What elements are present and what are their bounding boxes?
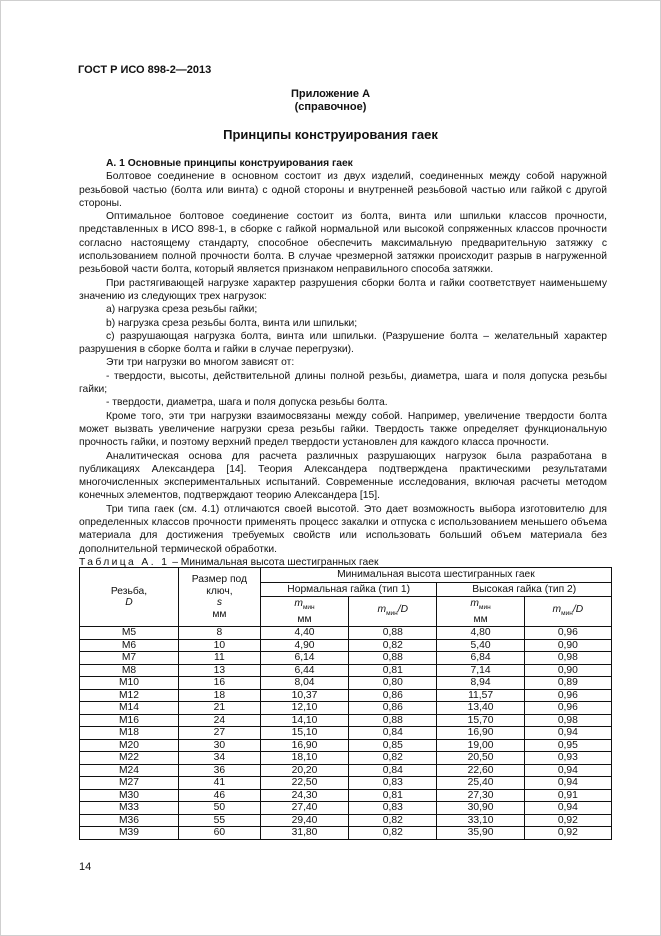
main-title: Принципы конструирования гаек xyxy=(223,127,438,142)
cell-ratio-high: 0,94 xyxy=(524,802,611,815)
cell-key-size: 55 xyxy=(178,814,260,827)
header-key-unit: мм xyxy=(212,608,227,620)
cell-ratio-normal: 0,83 xyxy=(349,777,437,790)
cell-ratio-high: 0,95 xyxy=(524,739,611,752)
cell-m-normal: 6,14 xyxy=(260,652,348,665)
cell-m-high: 19,00 xyxy=(437,739,524,752)
m-subscript: мин xyxy=(479,604,491,612)
cell-m-high: 8,94 xyxy=(437,677,524,690)
cell-key-size: 60 xyxy=(178,827,260,840)
m-symbol: m xyxy=(470,598,479,609)
cell-ratio-high: 0,96 xyxy=(524,627,611,640)
cell-m-normal: 29,40 xyxy=(260,814,348,827)
header-thread-label: Резьба, xyxy=(110,585,148,597)
cell-m-normal: 6,44 xyxy=(260,664,348,677)
cell-ratio-normal: 0,85 xyxy=(349,739,437,752)
cell-key-size: 10 xyxy=(178,639,260,652)
cell-m-normal: 27,40 xyxy=(260,802,348,815)
cell-ratio-normal: 0,80 xyxy=(349,677,437,690)
cell-m-normal: 4,90 xyxy=(260,639,348,652)
cell-m-normal: 18,10 xyxy=(260,752,348,765)
cell-key-size: 24 xyxy=(178,714,260,727)
table-row xyxy=(80,702,612,715)
cell-ratio-high: 0,96 xyxy=(524,689,611,702)
cell-ratio-high: 0,96 xyxy=(524,702,611,715)
document-code: ГОСТ Р ИСО 898-2—2013 xyxy=(78,64,212,76)
cell-key-size: 50 xyxy=(178,802,260,815)
cell-key-size: 34 xyxy=(178,752,260,765)
cell-m-normal: 4,40 xyxy=(260,627,348,640)
appendix-subtitle: (справочное) xyxy=(294,101,367,113)
cell-m-high: 35,90 xyxy=(437,827,524,840)
cell-ratio-high: 0,91 xyxy=(524,789,611,802)
table-row xyxy=(80,689,612,702)
header-key-symbol: s xyxy=(216,597,222,609)
cell-m-normal: 14,10 xyxy=(260,714,348,727)
cell-key-size: 13 xyxy=(178,664,260,677)
cell-thread: М18 xyxy=(80,727,179,740)
cell-m-high: 11,57 xyxy=(437,689,524,702)
appendix-title: Приложение А xyxy=(290,88,371,100)
cell-m-high: 30,90 xyxy=(437,802,524,815)
cell-thread: М5 xyxy=(80,627,179,640)
cell-ratio-normal: 0,88 xyxy=(349,714,437,727)
cell-m-high: 4,80 xyxy=(437,627,524,640)
table-row xyxy=(80,652,612,665)
cell-key-size: 8 xyxy=(178,627,260,640)
cell-ratio-high: 0,89 xyxy=(524,677,611,690)
cell-ratio-normal: 0,86 xyxy=(349,702,437,715)
m-symbol: m xyxy=(294,598,303,609)
cell-thread: М12 xyxy=(80,689,179,702)
cell-thread: М30 xyxy=(80,789,179,802)
cell-ratio-normal: 0,82 xyxy=(349,639,437,652)
cell-thread: М20 xyxy=(80,739,179,752)
cell-ratio-high: 0,98 xyxy=(524,652,611,665)
cell-thread: М36 xyxy=(80,814,179,827)
list-item: c) разрушающая нагрузка болта, винта или шпильки. (Разрушение болта – желательный характер разрушения в сборке болта и гайки в случае перегрузки). xyxy=(79,330,607,356)
cell-thread: М33 xyxy=(80,802,179,815)
header-thread-symbol: D xyxy=(125,597,133,609)
cell-ratio-normal: 0,81 xyxy=(349,664,437,677)
table-row xyxy=(80,664,612,677)
cell-m-normal: 20,20 xyxy=(260,764,348,777)
cell-key-size: 41 xyxy=(178,777,260,790)
cell-m-high: 16,90 xyxy=(437,727,524,740)
cell-key-size: 16 xyxy=(178,677,260,690)
table-row xyxy=(80,639,612,652)
unit-mm: мм xyxy=(297,613,312,625)
nut-height-table xyxy=(79,567,612,840)
cell-m-high: 15,70 xyxy=(437,714,524,727)
cell-key-size: 46 xyxy=(178,789,260,802)
cell-m-normal: 22,50 xyxy=(260,777,348,790)
cell-m-high: 20,50 xyxy=(437,752,524,765)
ratio-suffix: /D xyxy=(397,603,409,615)
cell-key-size: 30 xyxy=(178,739,260,752)
table-caption-label: Таблица А. 1 xyxy=(79,556,170,568)
cell-thread: М14 xyxy=(80,702,179,715)
paragraph: Три типа гаек (см. 4.1) отличаются своей высотой. Это дает возможность выбора изготовителю для определенных классов прочности применять процесс закалки и отпуска с использованием меньшего объема материала для достижения требуемых свойств или использовать больший объем материала без дополнительной термической обработки. xyxy=(79,503,607,555)
header-min-height: Минимальная высота шестигранных гаек xyxy=(260,568,611,583)
cell-m-normal: 12,10 xyxy=(260,702,348,715)
cell-m-normal: 24,30 xyxy=(260,789,348,802)
table-row xyxy=(80,752,612,765)
cell-key-size: 18 xyxy=(178,689,260,702)
table-row xyxy=(80,814,612,827)
ratio-suffix: /D xyxy=(572,603,584,615)
paragraph: Оптимальное болтовое соединение состоит из болта, винта или шпильки классов прочности, представленных в ИСО 898-1, в сборке с гайкой нормальной или высокой сопряженных классов прочности согласно настоящему стандарту, способное обеспечить максимальную предварительную затяжку с использованием полной прочности болта. В случае чрезмерной затяжки происходит разрыв в нагруженной резьбовой части болта, который является признаком неправильного способа затяжки. xyxy=(79,211,607,276)
m-subscript: мин xyxy=(561,609,573,617)
cell-ratio-high: 0,98 xyxy=(524,714,611,727)
m-symbol: m xyxy=(377,603,387,615)
cell-ratio-normal: 0,84 xyxy=(349,727,437,740)
section-title: А. 1 Основные принципы конструирования гаек xyxy=(106,158,353,169)
cell-m-high: 5,40 xyxy=(437,639,524,652)
cell-ratio-normal: 0,88 xyxy=(349,652,437,665)
cell-key-size: 11 xyxy=(178,652,260,665)
m-subscript: мин xyxy=(386,609,398,617)
cell-ratio-normal: 0,84 xyxy=(349,764,437,777)
header-high-nut: Высокая гайка (тип 2) xyxy=(437,582,612,597)
cell-ratio-high: 0,90 xyxy=(524,639,611,652)
cell-ratio-normal: 0,88 xyxy=(349,627,437,640)
table-row xyxy=(80,789,612,802)
cell-m-normal: 31,80 xyxy=(260,827,348,840)
header-key-label: Размер под ключ, xyxy=(191,574,248,597)
cell-m-normal: 8,04 xyxy=(260,677,348,690)
cell-thread: М16 xyxy=(80,714,179,727)
cell-m-normal: 16,90 xyxy=(260,739,348,752)
cell-ratio-normal: 0,86 xyxy=(349,689,437,702)
table-row xyxy=(80,802,612,815)
cell-key-size: 27 xyxy=(178,727,260,740)
paragraph: Аналитическая основа для расчета различных разрушающих нагрузок была разработана в публикациях Александера [14]. Теория Александера подтверждена практическими результатами многочисленных экспериментальных испытаний. Современные исследования, включая расчеты методом конечных элементов, подтверждают теорию Александера [15]. xyxy=(79,450,607,502)
list-item: - твердости, высоты, действительной длины полной резьбы, диаметра, шага и поля допуска резьбы гайки; xyxy=(79,370,607,396)
paragraph: Кроме того, эти три нагрузки взаимосвязаны между собой. Например, увеличение твердости болта может вызвать увеличение нагрузки среза резьбы гайки. Твердость также определяет функциональную прочность гайки, и поэтому верхний предел твердости установлен для каждого класса прочности. xyxy=(79,410,607,449)
cell-key-size: 36 xyxy=(178,764,260,777)
cell-ratio-high: 0,90 xyxy=(524,664,611,677)
cell-thread: М7 xyxy=(80,652,179,665)
header-m-min-high xyxy=(437,597,524,627)
cell-key-size: 21 xyxy=(178,702,260,715)
paragraph: Болтовое соединение в основном состоит из двух изделий, соединенных между собой наружной резьбовой частью (болта или винта) с одной стороны и внутренней резьбовой частью или гайкой с другой стороны. xyxy=(79,171,607,209)
body-text xyxy=(79,157,607,569)
table-caption-text: – Минимальная высота шестигранных гаек xyxy=(169,556,379,568)
cell-ratio-high: 0,94 xyxy=(524,727,611,740)
cell-ratio-high: 0,92 xyxy=(524,814,611,827)
list-item: b) нагрузка среза резьбы болта, винта или шпильки; xyxy=(106,317,358,329)
table-body xyxy=(80,627,612,840)
cell-m-normal: 15,10 xyxy=(260,727,348,740)
cell-m-high: 6,84 xyxy=(437,652,524,665)
header-m-min-normal xyxy=(260,597,348,627)
cell-thread: М6 xyxy=(80,639,179,652)
cell-m-high: 13,40 xyxy=(437,702,524,715)
cell-ratio-normal: 0,82 xyxy=(349,814,437,827)
cell-m-high: 22,60 xyxy=(437,764,524,777)
table-row xyxy=(80,777,612,790)
cell-m-high: 27,30 xyxy=(437,789,524,802)
cell-ratio-normal: 0,82 xyxy=(349,752,437,765)
page-number: 14 xyxy=(79,861,92,873)
cell-thread: М39 xyxy=(80,827,179,840)
table-row xyxy=(80,764,612,777)
m-subscript: мин xyxy=(302,604,315,612)
cell-ratio-high: 0,92 xyxy=(524,827,611,840)
table-row xyxy=(80,627,612,640)
list-item: a) нагрузка среза резьбы гайки; xyxy=(106,304,258,316)
cell-ratio-high: 0,93 xyxy=(524,752,611,765)
cell-ratio-normal: 0,83 xyxy=(349,802,437,815)
cell-m-high: 7,14 xyxy=(437,664,524,677)
cell-m-high: 33,10 xyxy=(437,814,524,827)
unit-mm: мм xyxy=(473,613,488,625)
header-key-size xyxy=(178,568,260,627)
header-normal-nut: Нормальная гайка (тип 1) xyxy=(260,582,437,597)
cell-thread: М24 xyxy=(80,764,179,777)
cell-thread: М8 xyxy=(80,664,179,677)
header-ratio-high xyxy=(524,597,611,627)
cell-thread: М22 xyxy=(80,752,179,765)
cell-ratio-high: 0,94 xyxy=(524,777,611,790)
cell-thread: М10 xyxy=(80,677,179,690)
cell-m-normal: 10,37 xyxy=(260,689,348,702)
list-item: - твердости, диаметра, шага и поля допуска резьбы болта. xyxy=(106,397,388,409)
header-ratio-normal xyxy=(349,597,437,627)
table-row xyxy=(80,727,612,740)
cell-ratio-high: 0,94 xyxy=(524,764,611,777)
cell-thread: М27 xyxy=(80,777,179,790)
table-row xyxy=(80,714,612,727)
header-thread xyxy=(80,568,179,627)
table-row xyxy=(80,677,612,690)
cell-m-high: 25,40 xyxy=(437,777,524,790)
cell-ratio-normal: 0,82 xyxy=(349,827,437,840)
table-row xyxy=(80,827,612,840)
table-row xyxy=(80,739,612,752)
paragraph: Эти три нагрузки во многом зависят от: xyxy=(106,357,295,369)
cell-ratio-normal: 0,81 xyxy=(349,789,437,802)
m-symbol: m xyxy=(552,603,562,615)
paragraph: При растягивающей нагрузке характер разрушения сборки болта и гайки соответствует наименьшему значению из следующих трех нагрузок: xyxy=(79,277,607,302)
